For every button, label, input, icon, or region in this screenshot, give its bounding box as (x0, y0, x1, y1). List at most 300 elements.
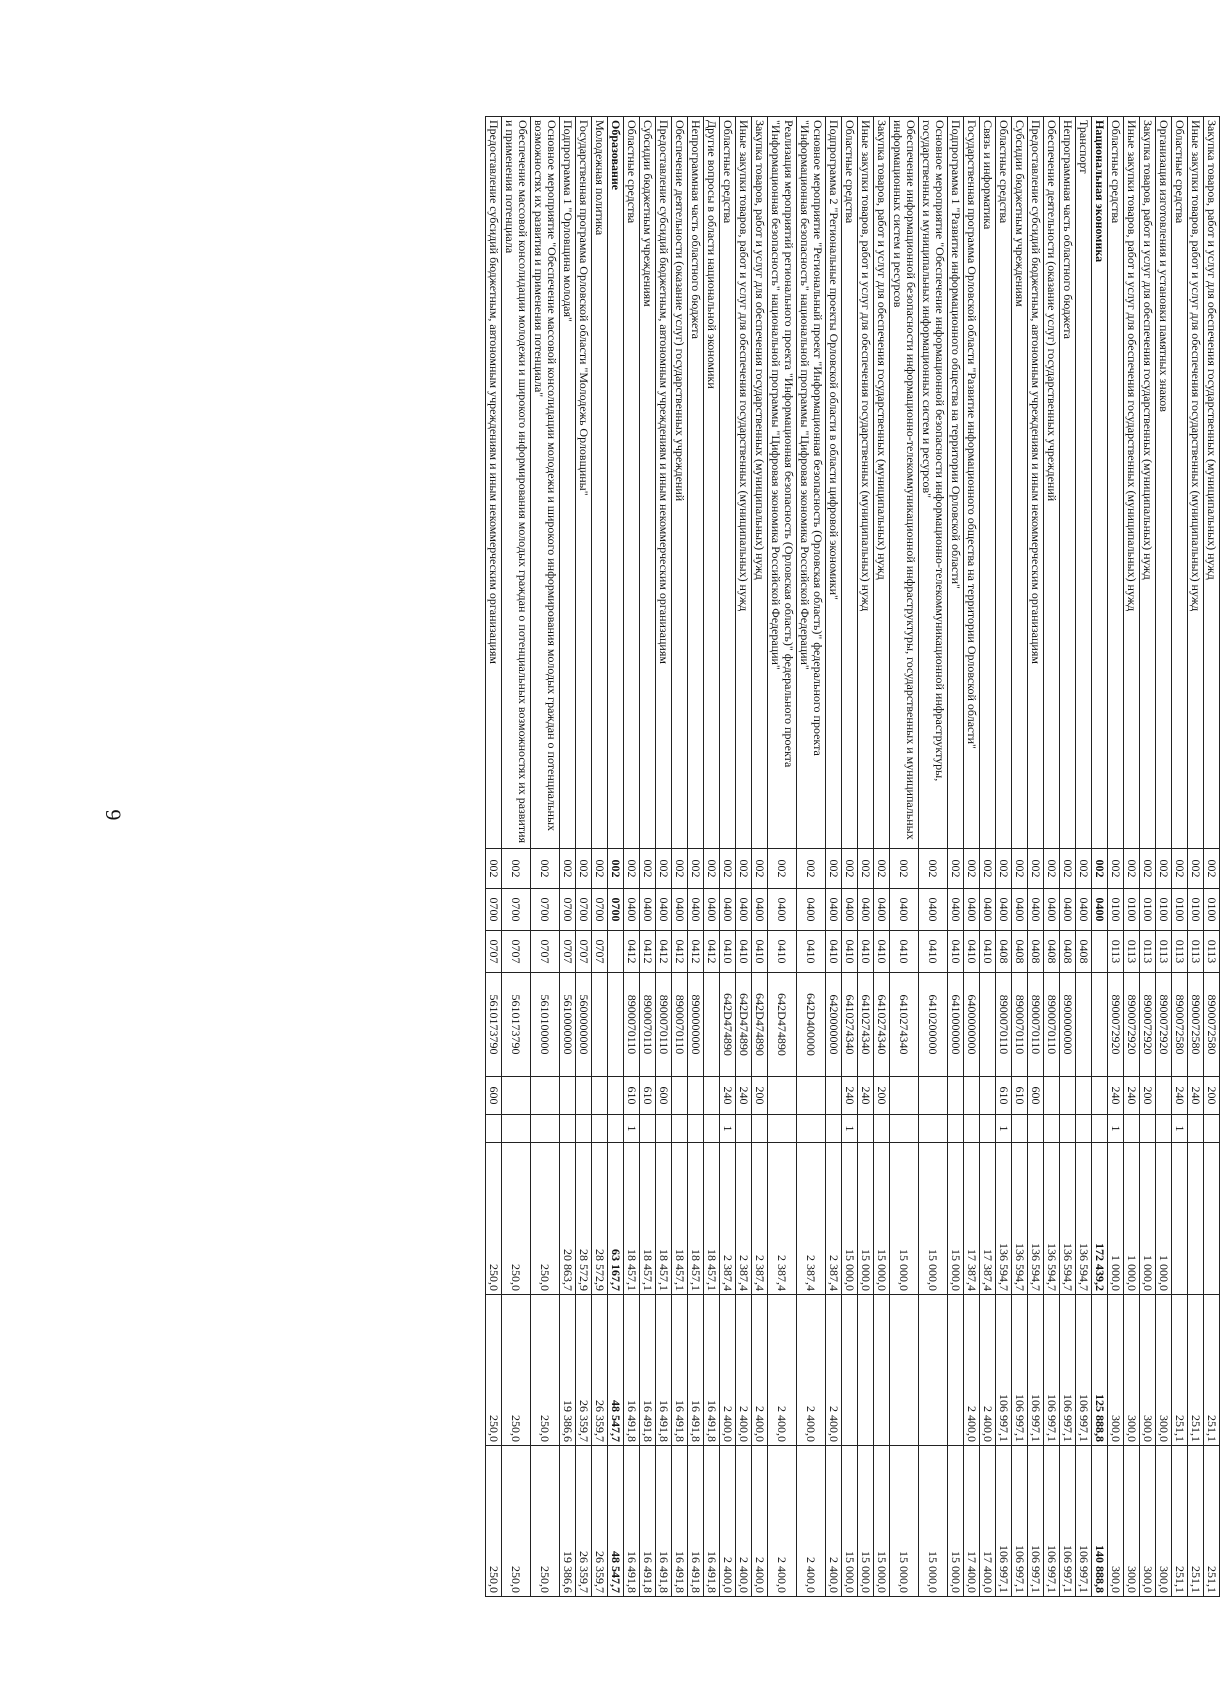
row-name-cell: Предоставление субсидий бюджетным, автономным учреждениям и иным некоммерческим организациям (656, 117, 672, 849)
expense-type-cell (1156, 1077, 1172, 1115)
amount-3-cell: 300,0 (1156, 1446, 1172, 1597)
amount-2-cell: 106 997,1 (1028, 1295, 1044, 1446)
table-row (1108, 117, 1124, 1597)
row-name-cell: Транспорт (1076, 117, 1092, 849)
grbs-code-cell: 002 (672, 849, 688, 889)
expense-type-cell: 240 (736, 1077, 752, 1115)
grbs-code-cell: 002 (1012, 849, 1028, 889)
expense-type-cell: 610 (1012, 1077, 1028, 1115)
target-article-cell: 8900070110 (672, 973, 688, 1077)
amount-1-cell: 15 000,0 (858, 1143, 874, 1295)
section-code-cell: 0400 (768, 889, 797, 931)
funding-source-cell (560, 1115, 576, 1143)
table-row (858, 117, 874, 1597)
grbs-code-cell: 002 (858, 849, 874, 889)
grbs-code-cell: 002 (736, 849, 752, 889)
amount-3-cell: 16 491,8 (640, 1446, 656, 1597)
amount-3-cell: 17 400,0 (980, 1446, 996, 1597)
expense-type-cell: 610 (996, 1077, 1012, 1115)
target-article-cell: 642D474890 (736, 973, 752, 1077)
funding-source-cell: 1 (720, 1115, 736, 1143)
table-row (890, 117, 919, 1597)
table-row (672, 117, 688, 1597)
table-row (560, 117, 576, 1597)
subsection-code-cell: 0707 (560, 931, 576, 973)
row-name-cell: Иные закупки товаров, работ и услуг для обеспечения государственных (муниципальных) нужд (858, 117, 874, 849)
amount-3-cell: 16 491,8 (688, 1446, 704, 1597)
expense-type-cell (1060, 1077, 1076, 1115)
expense-type-cell (531, 1077, 560, 1115)
table-row (656, 117, 672, 1597)
subsection-code-cell: 0707 (592, 931, 608, 973)
grbs-code-cell: 002 (531, 849, 560, 889)
target-article-cell: 6410000000 (948, 973, 964, 1077)
table-row (736, 117, 752, 1597)
amount-1-cell: 28 572,9 (592, 1143, 608, 1295)
section-code-cell: 0700 (576, 889, 592, 931)
amount-3-cell: 15 000,0 (919, 1446, 948, 1597)
subsection-code-cell: 0113 (1204, 931, 1220, 973)
grbs-code-cell: 002 (592, 849, 608, 889)
row-name-cell: Подпрограмма 1 "Развитие информационного общества на территории Орловской области" (948, 117, 964, 849)
expense-type-cell: 600 (1028, 1077, 1044, 1115)
section-code-cell: 0400 (752, 889, 768, 931)
amount-3-cell: 17 400,0 (964, 1446, 980, 1597)
section-code-cell: 0700 (608, 889, 624, 931)
amount-3-cell: 2 400,0 (720, 1446, 736, 1597)
row-name-cell: Областные средства (996, 117, 1012, 849)
subsection-code-cell: 0412 (624, 931, 640, 973)
funding-source-cell (919, 1115, 948, 1143)
target-article-cell: 642D474890 (752, 973, 768, 1077)
grbs-code-cell: 002 (1028, 849, 1044, 889)
table-row (576, 117, 592, 1597)
subsection-code-cell: 0410 (826, 931, 842, 973)
row-name-cell: Образование (608, 117, 624, 849)
section-code-cell: 0400 (1028, 889, 1044, 931)
funding-source-cell (1188, 1115, 1204, 1143)
section-code-cell: 0400 (1060, 889, 1076, 931)
amount-3-cell: 16 491,8 (624, 1446, 640, 1597)
expense-type-cell (1092, 1077, 1108, 1115)
target-article-cell: 8900070110 (624, 973, 640, 1077)
expense-type-cell (826, 1077, 842, 1115)
amount-1-cell: 15 000,0 (948, 1143, 964, 1295)
rotated-page (130, 116, 1220, 1596)
amount-2-cell: 250,0 (486, 1295, 502, 1446)
amount-2-cell (919, 1295, 948, 1446)
target-article-cell (1076, 973, 1092, 1077)
amount-3-cell: 300,0 (1124, 1446, 1140, 1597)
row-name-cell: Предоставление субсидий бюджетным, автономным учреждениям и иным некоммерческим организациям (486, 117, 502, 849)
expense-type-cell: 240 (1124, 1077, 1140, 1115)
target-article-cell: 6410274340 (858, 973, 874, 1077)
target-article-cell: 8900072580 (1188, 973, 1204, 1077)
amount-2-cell: 2 400,0 (752, 1295, 768, 1446)
funding-source-cell (656, 1115, 672, 1143)
target-article-cell: 6400000000 (964, 973, 980, 1077)
amount-1-cell: 136 594,7 (1060, 1143, 1076, 1295)
subsection-code-cell: 0410 (948, 931, 964, 973)
amount-1-cell: 2 387,4 (752, 1143, 768, 1295)
amount-3-cell: 300,0 (1108, 1446, 1124, 1597)
section-code-cell: 0400 (736, 889, 752, 931)
target-article-cell: 6410274340 (890, 973, 919, 1077)
funding-source-cell (672, 1115, 688, 1143)
funding-source-cell (1092, 1115, 1108, 1143)
amount-2-cell: 48 547,7 (608, 1295, 624, 1446)
table-row (608, 117, 624, 1597)
target-article-cell: 8900070110 (1028, 973, 1044, 1077)
amount-1-cell (1188, 1143, 1204, 1295)
expense-type-cell (797, 1077, 826, 1115)
subsection-code-cell: 0410 (919, 931, 948, 973)
grbs-code-cell: 002 (919, 849, 948, 889)
amount-2-cell: 106 997,1 (996, 1295, 1012, 1446)
grbs-code-cell: 002 (640, 849, 656, 889)
subsection-code-cell: 0410 (797, 931, 826, 973)
amount-1-cell: 136 594,7 (1012, 1143, 1028, 1295)
funding-source-cell (1140, 1115, 1156, 1143)
subsection-code-cell: 0408 (1060, 931, 1076, 973)
table-row (964, 117, 980, 1597)
grbs-code-cell: 002 (1124, 849, 1140, 889)
section-code-cell: 0400 (797, 889, 826, 931)
subsection-code-cell: 0408 (996, 931, 1012, 973)
expense-type-cell (890, 1077, 919, 1115)
table-row (1012, 117, 1028, 1597)
subsection-code-cell: 0707 (531, 931, 560, 973)
page-number: 6 (100, 809, 126, 821)
row-name-cell: Закупка товаров, работ и услуг для обеспечения государственных (муниципальных) нужд (1140, 117, 1156, 849)
grbs-code-cell: 002 (842, 849, 858, 889)
funding-source-cell (486, 1115, 502, 1143)
expense-type-cell: 240 (1108, 1077, 1124, 1115)
grbs-code-cell: 002 (1108, 849, 1124, 889)
subsection-code-cell: 0412 (704, 931, 720, 973)
amount-2-cell: 2 400,0 (826, 1295, 842, 1446)
subsection-code-cell: 0410 (768, 931, 797, 973)
amount-1-cell: 1 000,0 (1156, 1143, 1172, 1295)
amount-1-cell: 2 387,4 (768, 1143, 797, 1295)
amount-3-cell: 106 997,1 (1012, 1446, 1028, 1597)
amount-2-cell: 26 359,7 (576, 1295, 592, 1446)
amount-3-cell: 16 491,8 (656, 1446, 672, 1597)
grbs-code-cell: 002 (797, 849, 826, 889)
amount-2-cell: 125 888,8 (1092, 1295, 1108, 1446)
amount-2-cell: 16 491,8 (704, 1295, 720, 1446)
amount-1-cell: 1 000,0 (1140, 1143, 1156, 1295)
target-article-cell: 8900072920 (1124, 973, 1140, 1077)
amount-2-cell: 250,0 (531, 1295, 560, 1446)
grbs-code-cell: 002 (1092, 849, 1108, 889)
amount-1-cell (1204, 1143, 1220, 1295)
expense-type-cell: 240 (858, 1077, 874, 1115)
table-row (531, 117, 560, 1597)
amount-2-cell (858, 1295, 874, 1446)
table-row (842, 117, 858, 1597)
amount-1-cell: 250,0 (486, 1143, 502, 1295)
subsection-code-cell: 0113 (1172, 931, 1188, 973)
row-name-cell: Закупка товаров, работ и услуг для обеспечения государственных (муниципальных) нужд (752, 117, 768, 849)
row-name-cell: Закупка товаров, работ и услуг для обеспечения государственных (муниципальных) нужд (874, 117, 890, 849)
target-article-cell: 8900072580 (1172, 973, 1188, 1077)
amount-2-cell: 106 997,1 (1076, 1295, 1092, 1446)
expense-type-cell (1044, 1077, 1060, 1115)
grbs-code-cell: 002 (948, 849, 964, 889)
subsection-code-cell: 0408 (1076, 931, 1092, 973)
amount-2-cell: 2 400,0 (964, 1295, 980, 1446)
subsection-code-cell: 0707 (502, 931, 531, 973)
table-row (996, 117, 1012, 1597)
section-code-cell: 0400 (948, 889, 964, 931)
target-article-cell: 8900000000 (688, 973, 704, 1077)
section-code-cell: 0100 (1108, 889, 1124, 931)
section-code-cell: 0400 (688, 889, 704, 931)
table-row (874, 117, 890, 1597)
amount-3-cell: 106 997,1 (1044, 1446, 1060, 1597)
funding-source-cell (1012, 1115, 1028, 1143)
target-article-cell: 8900072920 (1140, 973, 1156, 1077)
expense-type-cell: 240 (842, 1077, 858, 1115)
amount-3-cell: 251,1 (1172, 1446, 1188, 1597)
target-article-cell: 8900072920 (1108, 973, 1124, 1077)
expense-type-cell: 240 (1172, 1077, 1188, 1115)
row-name-cell: Иные закупки товаров, работ и услуг для обеспечения государственных (муниципальных) нужд (1188, 117, 1204, 849)
budget-table (485, 116, 1220, 1597)
row-name-cell: Иные закупки товаров, работ и услуг для обеспечения государственных (муниципальных) нужд (736, 117, 752, 849)
grbs-code-cell: 002 (1076, 849, 1092, 889)
funding-source-cell (576, 1115, 592, 1143)
section-code-cell: 0400 (1092, 889, 1108, 931)
amount-2-cell: 16 491,8 (688, 1295, 704, 1446)
grbs-code-cell: 002 (720, 849, 736, 889)
section-code-cell: 0400 (858, 889, 874, 931)
expense-type-cell: 240 (720, 1077, 736, 1115)
row-name-cell: Молодежная политика (592, 117, 608, 849)
funding-source-cell (531, 1115, 560, 1143)
subsection-code-cell: 0410 (858, 931, 874, 973)
expense-type-cell (980, 1077, 996, 1115)
amount-2-cell: 2 400,0 (720, 1295, 736, 1446)
amount-1-cell: 18 457,1 (672, 1143, 688, 1295)
grbs-code-cell: 002 (656, 849, 672, 889)
amount-1-cell: 18 457,1 (640, 1143, 656, 1295)
row-name-cell: Закупка товаров, работ и услуг для обеспечения государственных (муниципальных) нужд (1204, 117, 1220, 849)
amount-2-cell: 16 491,8 (624, 1295, 640, 1446)
amount-2-cell: 300,0 (1140, 1295, 1156, 1446)
amount-1-cell (1172, 1143, 1188, 1295)
subsection-code-cell (1092, 931, 1108, 973)
funding-source-cell (1076, 1115, 1092, 1143)
amount-3-cell: 15 000,0 (842, 1446, 858, 1597)
amount-3-cell: 19 386,6 (560, 1446, 576, 1597)
grbs-code-cell: 002 (502, 849, 531, 889)
expense-type-cell: 200 (874, 1077, 890, 1115)
table-row (1044, 117, 1060, 1597)
expense-type-cell: 610 (640, 1077, 656, 1115)
subsection-code-cell: 0410 (890, 931, 919, 973)
amount-1-cell: 15 000,0 (842, 1143, 858, 1295)
amount-1-cell: 1 000,0 (1124, 1143, 1140, 1295)
funding-source-cell (502, 1115, 531, 1143)
funding-source-cell: 1 (1172, 1115, 1188, 1143)
amount-1-cell: 2 387,4 (797, 1143, 826, 1295)
amount-3-cell: 15 000,0 (948, 1446, 964, 1597)
funding-source-cell: 1 (624, 1115, 640, 1143)
table-row (1092, 117, 1108, 1597)
grbs-code-cell: 002 (688, 849, 704, 889)
section-code-cell: 0400 (996, 889, 1012, 931)
amount-1-cell: 15 000,0 (919, 1143, 948, 1295)
amount-3-cell: 250,0 (531, 1446, 560, 1597)
funding-source-cell (768, 1115, 797, 1143)
section-code-cell: 0700 (560, 889, 576, 931)
grbs-code-cell: 002 (486, 849, 502, 889)
target-article-cell: 6410274340 (874, 973, 890, 1077)
row-name-cell: Областные средства (1172, 117, 1188, 849)
subsection-code-cell: 0113 (1140, 931, 1156, 973)
expense-type-cell (560, 1077, 576, 1115)
subsection-code-cell: 0412 (688, 931, 704, 973)
funding-source-cell: 1 (996, 1115, 1012, 1143)
section-code-cell: 0700 (486, 889, 502, 931)
table-row (980, 117, 996, 1597)
row-name-cell: Обеспечение массовой консолидации молодежи и широкого информирования молодых граждан о потенциальных возможностях их развития и применения потенциала (502, 117, 531, 849)
section-code-cell: 0400 (1076, 889, 1092, 931)
funding-source-cell: 1 (842, 1115, 858, 1143)
amount-3-cell: 16 491,8 (704, 1446, 720, 1597)
amount-3-cell: 300,0 (1140, 1446, 1156, 1597)
expense-type-cell: 200 (1140, 1077, 1156, 1115)
funding-source-cell (890, 1115, 919, 1143)
target-article-cell: 642D400000 (797, 973, 826, 1077)
funding-source-cell (1124, 1115, 1140, 1143)
target-article-cell: 6410200000 (919, 973, 948, 1077)
amount-2-cell: 16 491,8 (640, 1295, 656, 1446)
amount-3-cell: 2 400,0 (797, 1446, 826, 1597)
subsection-code-cell: 0412 (640, 931, 656, 973)
table-row (919, 117, 948, 1597)
amount-1-cell: 2 387,4 (736, 1143, 752, 1295)
target-article-cell: 8900072580 (1204, 973, 1220, 1077)
amount-1-cell: 1 000,0 (1108, 1143, 1124, 1295)
grbs-code-cell: 002 (890, 849, 919, 889)
amount-3-cell: 26 359,7 (576, 1446, 592, 1597)
funding-source-cell: 1 (1108, 1115, 1124, 1143)
row-name-cell: Непрограммная часть областного бюджета (1060, 117, 1076, 849)
row-name-cell: Обеспечение деятельности (оказание услуг) государственных учреждений (672, 117, 688, 849)
subsection-code-cell: 0410 (842, 931, 858, 973)
funding-source-cell (874, 1115, 890, 1143)
amount-1-cell: 28 572,9 (576, 1143, 592, 1295)
expense-type-cell (704, 1077, 720, 1115)
expense-type-cell (576, 1077, 592, 1115)
amount-3-cell: 48 547,7 (608, 1446, 624, 1597)
amount-2-cell: 2 400,0 (980, 1295, 996, 1446)
amount-3-cell: 2 400,0 (736, 1446, 752, 1597)
row-name-cell: Областные средства (842, 117, 858, 849)
amount-3-cell: 2 400,0 (826, 1446, 842, 1597)
amount-3-cell: 15 000,0 (858, 1446, 874, 1597)
section-code-cell: 0100 (1204, 889, 1220, 931)
grbs-code-cell: 002 (980, 849, 996, 889)
amount-2-cell: 106 997,1 (1060, 1295, 1076, 1446)
expense-type-cell: 600 (486, 1077, 502, 1115)
expense-type-cell (948, 1077, 964, 1115)
target-article-cell (980, 973, 996, 1077)
amount-1-cell: 2 387,4 (720, 1143, 736, 1295)
funding-source-cell (1044, 1115, 1060, 1143)
section-code-cell: 0400 (964, 889, 980, 931)
table-row (688, 117, 704, 1597)
expense-type-cell (1076, 1077, 1092, 1115)
funding-source-cell (608, 1115, 624, 1143)
amount-3-cell: 106 997,1 (1028, 1446, 1044, 1597)
amount-2-cell: 250,0 (502, 1295, 531, 1446)
section-code-cell: 0400 (980, 889, 996, 931)
funding-source-cell (736, 1115, 752, 1143)
expense-type-cell (919, 1077, 948, 1115)
amount-2-cell: 2 400,0 (736, 1295, 752, 1446)
amount-3-cell: 16 491,8 (672, 1446, 688, 1597)
amount-2-cell: 16 491,8 (672, 1295, 688, 1446)
table-row (1172, 117, 1188, 1597)
amount-1-cell: 2 387,4 (826, 1143, 842, 1295)
target-article-cell: 6420000000 (826, 973, 842, 1077)
row-name-cell: Основное мероприятие "Региональный проект "Информационная безопасность (Орловская область)" федерального проекта "Информационная безопасность" национальной программы "Цифровая экономика Российской Федерации" (797, 117, 826, 849)
row-name-cell: Непрограммная часть областного бюджета (688, 117, 704, 849)
section-code-cell: 0400 (656, 889, 672, 931)
table-row (720, 117, 736, 1597)
row-name-cell: Организация изготовления и установки памятных знаков (1156, 117, 1172, 849)
subsection-code-cell: 0410 (736, 931, 752, 973)
target-article-cell: 5610173790 (502, 973, 531, 1077)
grbs-code-cell: 002 (1156, 849, 1172, 889)
subsection-code-cell: 0113 (1124, 931, 1140, 973)
grbs-code-cell: 002 (1060, 849, 1076, 889)
section-code-cell: 0400 (919, 889, 948, 931)
table-row (1140, 117, 1156, 1597)
funding-source-cell (948, 1115, 964, 1143)
amount-2-cell (890, 1295, 919, 1446)
amount-1-cell: 250,0 (531, 1143, 560, 1295)
amount-3-cell: 15 000,0 (890, 1446, 919, 1597)
subsection-code-cell: 0408 (1044, 931, 1060, 973)
amount-2-cell: 251,1 (1188, 1295, 1204, 1446)
expense-type-cell: 200 (1204, 1077, 1220, 1115)
amount-3-cell: 251,1 (1188, 1446, 1204, 1597)
table-row (1188, 117, 1204, 1597)
amount-1-cell: 18 457,1 (688, 1143, 704, 1295)
grbs-code-cell: 002 (576, 849, 592, 889)
subsection-code-cell: 0408 (1012, 931, 1028, 973)
grbs-code-cell: 002 (608, 849, 624, 889)
section-code-cell: 0400 (1044, 889, 1060, 931)
amount-1-cell: 18 457,1 (656, 1143, 672, 1295)
funding-source-cell (704, 1115, 720, 1143)
target-article-cell: 5610173790 (486, 973, 502, 1077)
amount-3-cell: 2 400,0 (768, 1446, 797, 1597)
table-row (1060, 117, 1076, 1597)
target-article-cell: 8900070110 (996, 973, 1012, 1077)
grbs-code-cell: 002 (624, 849, 640, 889)
target-article-cell (1092, 973, 1108, 1077)
row-name-cell: Связь и информатика (980, 117, 996, 849)
amount-3-cell: 140 888,8 (1092, 1446, 1108, 1597)
amount-1-cell: 136 594,7 (1076, 1143, 1092, 1295)
grbs-code-cell: 002 (1140, 849, 1156, 889)
